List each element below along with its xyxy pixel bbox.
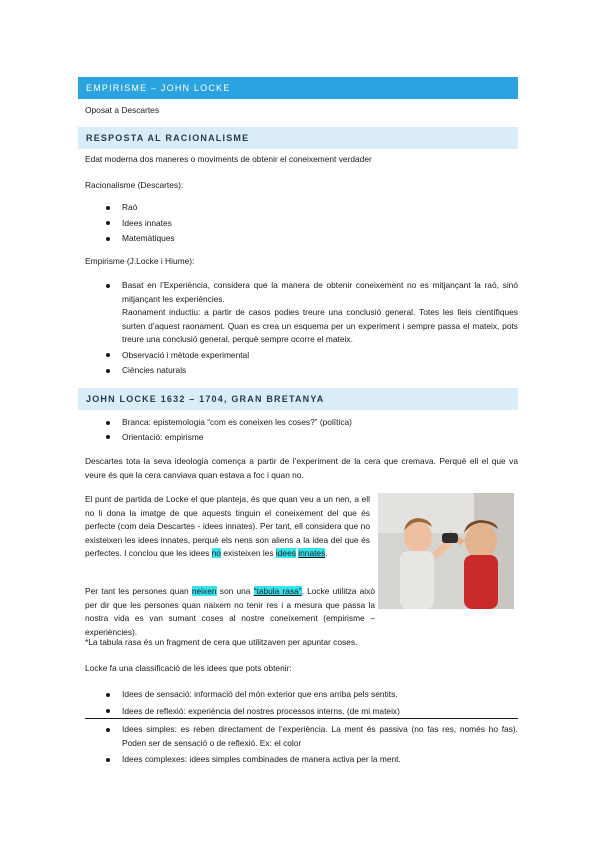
section-header-resposta: [78, 127, 518, 149]
locke-info-list: [85, 416, 518, 444]
paragraph-punt-partida: El punt de partida de Locke el que planteja, és que quan veu a un nen, a ell no li dona la imatge de que aquests tinguin el coneixement del que és perfecte (com deia Descartes - idees innates). Per tant, ell considera que no existeixen les idees innates, perquè els nens son aliens a la idea del que és perfectes. I conclou que les idees no existeixen les idees innates.: [85, 494, 370, 558]
list-item: Matemàtiques: [85, 232, 518, 246]
list-item: Idees simples: es reben directament de l’experiència. La ment és passiva (no fas res, només ho fas). Poden ser de sensació o de reflexió. Ex: el color: [85, 723, 518, 750]
section-header-empirisme: [78, 77, 518, 99]
list-item: Idees innates: [85, 217, 518, 231]
header-title: EMPIRISME – JOHN LOCKE: [86, 83, 231, 93]
section-title: JOHN LOCKE 1632 – 1704, GRAN BRETANYA: [86, 394, 325, 404]
list-item: Idees de sensació: informació del món exterior que ens arriba pels sentits.: [85, 688, 518, 702]
classification-list: [85, 688, 518, 767]
list-item: Idees de reflexió: experiència del nostres processos interns. (de mi mateix): [85, 705, 518, 719]
rationalism-list: [85, 201, 518, 246]
classification-intro: Locke fa una classificació de les idees que pots obtenir:: [85, 663, 292, 673]
list-item: Raó: [85, 201, 518, 215]
list-item: Idees complexes: idees simples combinades de manera activa per la ment.: [85, 753, 518, 767]
list-item: Ciències naturals: [85, 364, 518, 378]
paragraph-cera: Descartes tota la seva ideologia comença a partir de l’experiment de la cera que cremava. Perquè ell el que va veure és que la cera canviava quan estava a foc i quan no.: [85, 456, 518, 480]
intro-text: Edat moderna dos maneres o moviments de obtenir el coneixement verdader: [85, 154, 372, 164]
section-header-john-locke: [78, 388, 518, 410]
divider: [85, 718, 518, 719]
list-item: Orientació: empirisme: [85, 431, 518, 445]
section-title: RESPOSTA AL RACIONALISME: [86, 133, 250, 143]
children-photo: [378, 493, 514, 609]
rationalism-label: Racionalisme (Descartes):: [85, 180, 184, 190]
subtitle: Oposat a Descartes: [85, 105, 160, 115]
list-item: Branca: epistemologia “com es coneixen les coses?” (política): [85, 416, 518, 430]
note-tabula-rasa: *La tabula rasa és un fragment de cera que utilitzaven per apuntar coses.: [85, 637, 358, 647]
list-item: Basat en l’Experiència, considera que la manera de obtenir coneixement no es mitjançant la raó, sinó mitjançant les experiències. Raonament inductiu: a partir de casos podies treure una conclusió general. Totes les lleis científiques surten d’aquest raonament. Quan es crea un esquema per un experiment i sempre passa el mateix, pots treure una conclusió general, perquè sempre ocorre el mateix.: [85, 279, 518, 347]
list-item: Observació i mètode experimental: [85, 349, 518, 363]
empiricism-label: Empirisme (J.Locke i Hiume):: [85, 256, 195, 266]
empiricism-list: [85, 279, 518, 378]
paragraph-tabula-rasa: Per tant les persones quan neixen son una “tabula rasa”. Locke utilitza això per dir que les persones quan naixem no tenir res i a mesura que passa la nostra vida es van sumant coses al nostre coneixement (empirisme – experiències).: [85, 586, 375, 637]
